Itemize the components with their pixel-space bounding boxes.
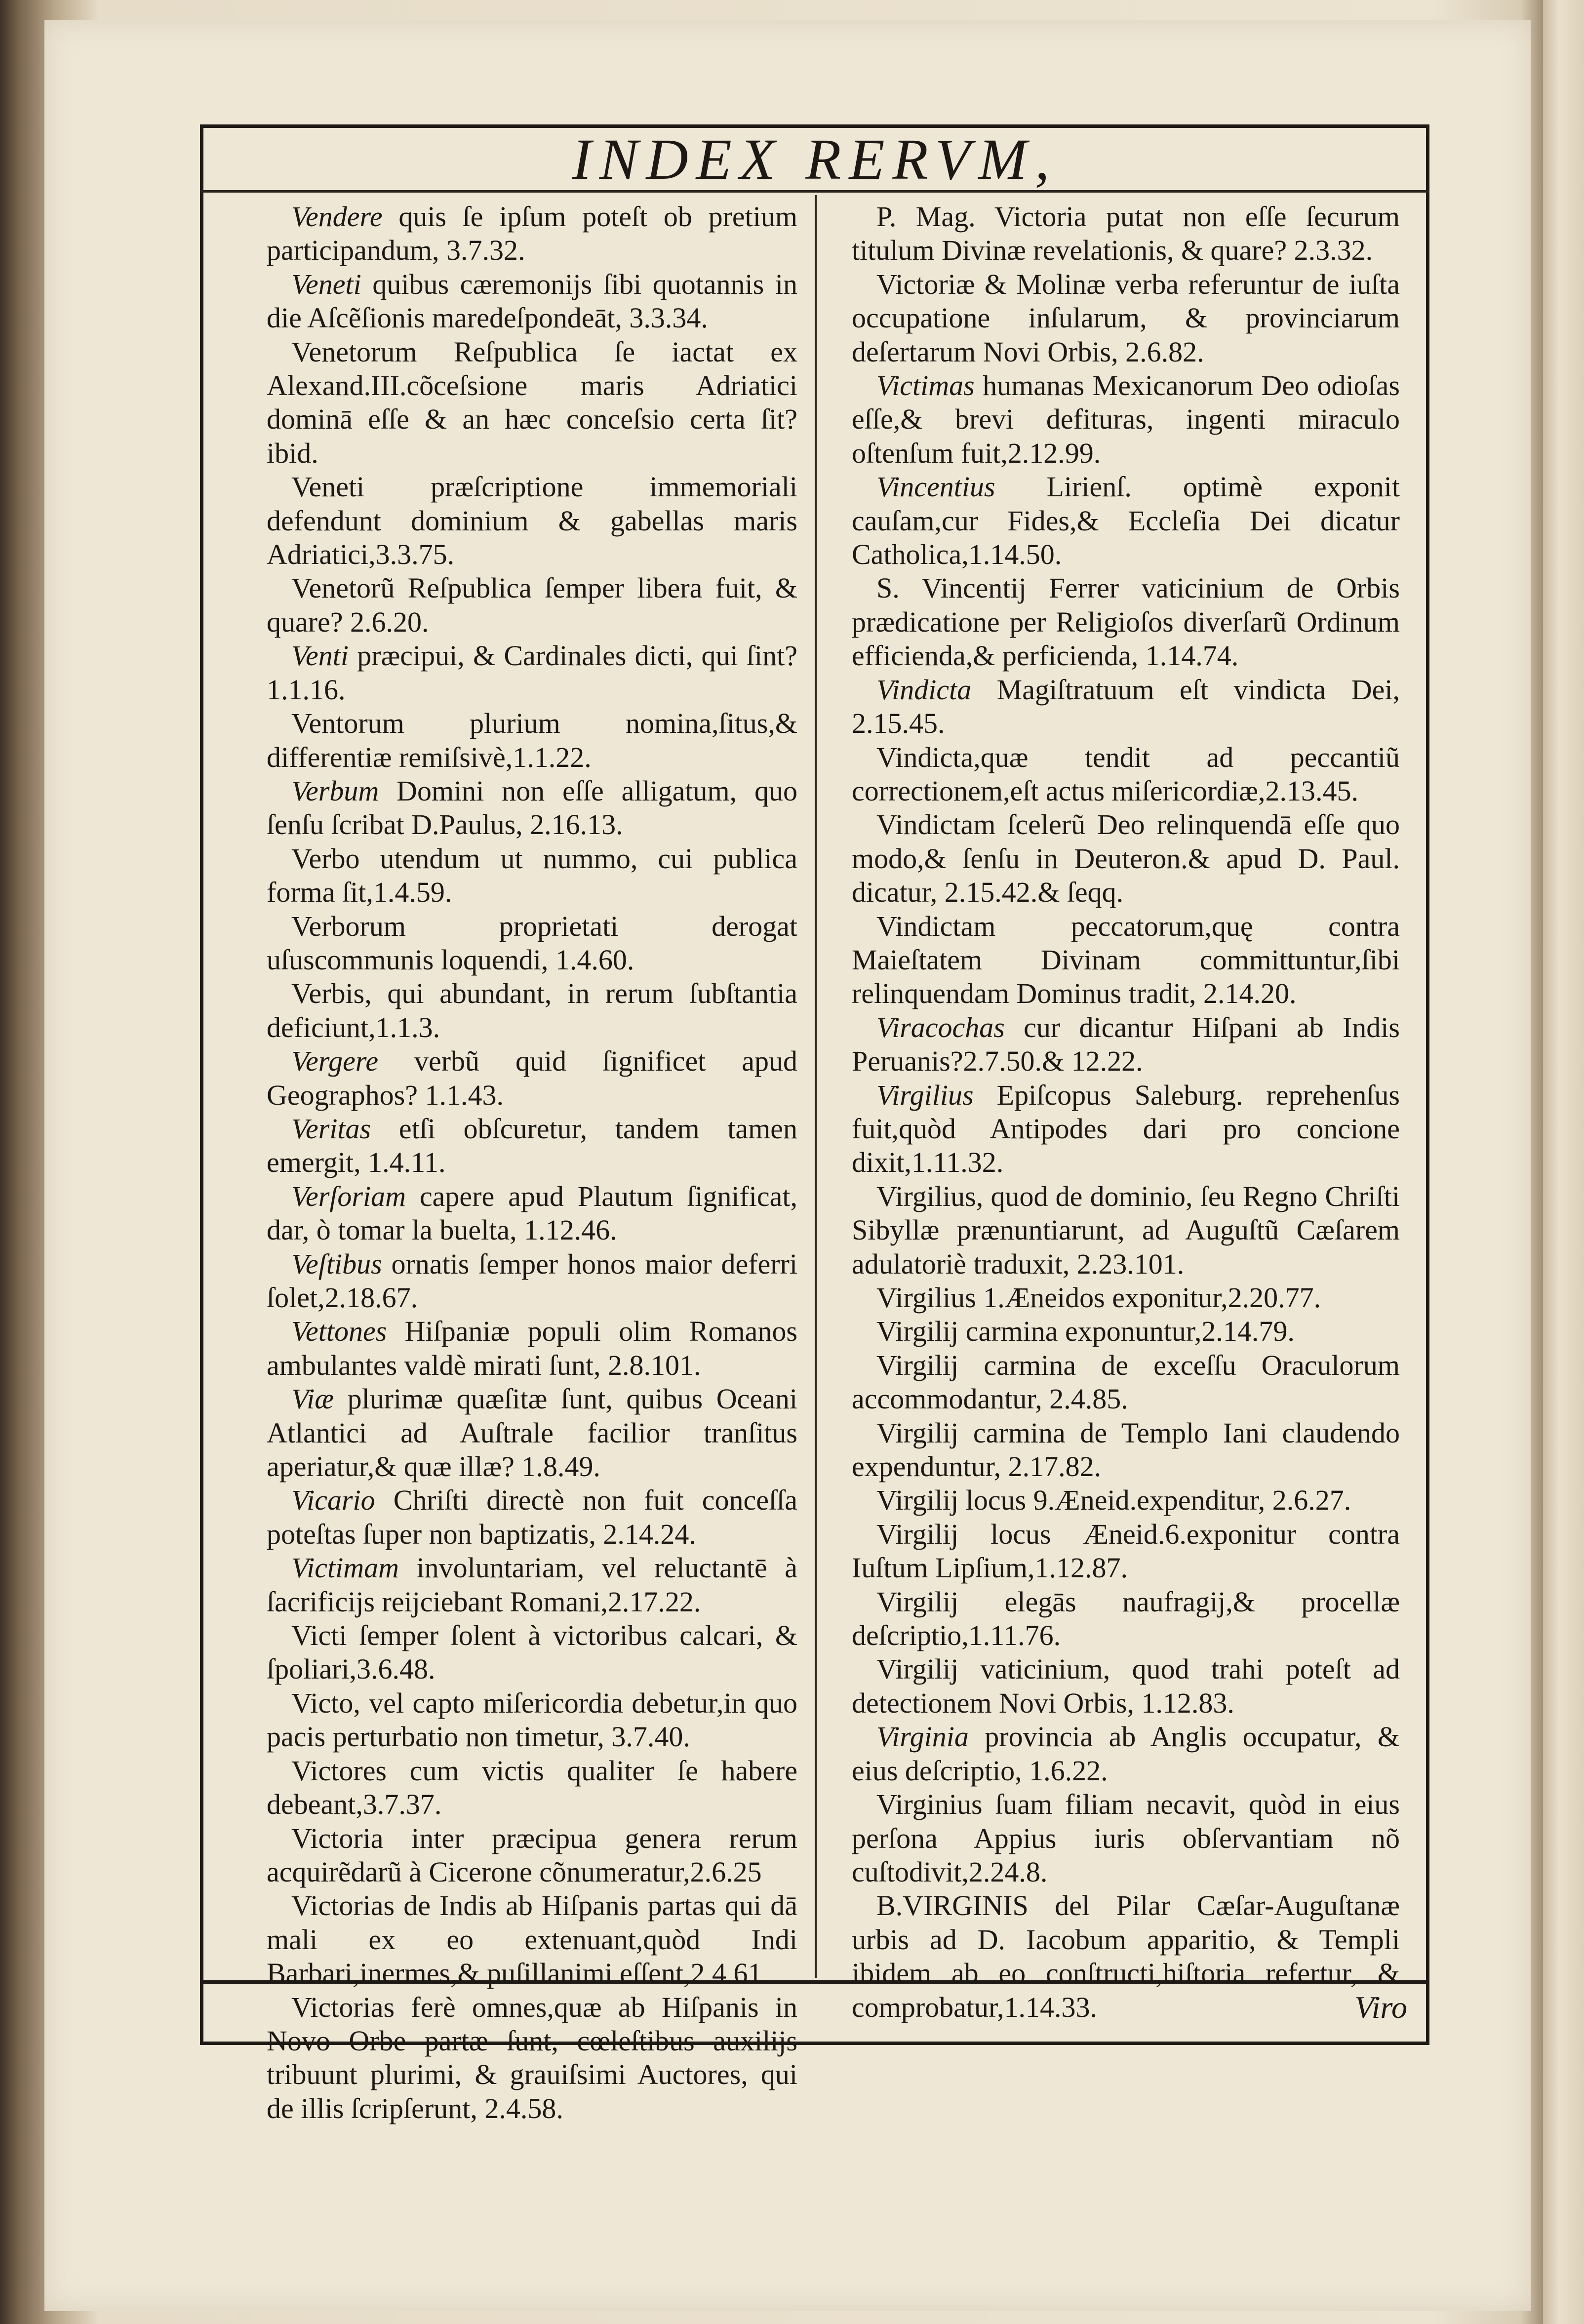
index-entry	[267, 977, 797, 1044]
entry-text: Lirienſ. optimè exponit cauſam,cur Fides,& Eccleſia Dei dicatur Catholica,1.14.50.	[852, 471, 1400, 571]
entry-text: P. Mag. Victoria putat non eſſe ſecurum titulum Divinæ revelationis, & quare? 2.3.32.	[852, 200, 1400, 267]
index-entry	[267, 1889, 797, 1990]
entry-text: Vindictam ſcelerũ Deo relinquendā eſſe quo modo,& ſenſu in Deuteron.& apud D. Paul. dicatur, 2.15.42.& ſeqq.	[852, 808, 1400, 909]
entry-text: Vindicta,quæ tendit ad peccantiũ correctionem,eſt actus miſericordiæ,2.13.45.	[852, 741, 1400, 807]
index-entry	[267, 842, 797, 910]
entry-text: ornatis ſemper honos maior deferri ſolet,2.18.67.	[267, 1247, 797, 1314]
entry-text: Victores cum victis qualiter ſe habere debeant,3.7.37.	[267, 1754, 797, 1821]
entry-text: Verbis, qui abundant, in rerum ſubſtantia deficiunt,1.1.3.	[267, 977, 797, 1043]
index-entry	[852, 1483, 1400, 1517]
index-entry	[852, 1585, 1400, 1653]
entry-text: Virgilij locus 9.Æneid.expenditur, 2.6.27.	[876, 1484, 1351, 1517]
entry-lemma: Verſoriam	[291, 1180, 406, 1212]
index-entry	[852, 1652, 1400, 1720]
entry-text: Ventorum plurium nomina,ſitus,& differentiæ remiſsivè,1.1.22.	[267, 707, 797, 773]
index-entry	[852, 1011, 1400, 1079]
index-entry	[267, 1822, 797, 1889]
entry-text: quibus cæremonijs ſibi quotannis in die Aſcẽſionis maredeſpondeāt, 3.3.34.	[267, 268, 797, 334]
index-entry	[852, 200, 1400, 268]
index-entry	[267, 1619, 797, 1686]
index-entry	[267, 774, 797, 842]
entry-text: Epiſcopus Saleburg. reprehenſus fuit,quòd Antipodes dari pro concione dixit,1.11.32.	[852, 1079, 1400, 1179]
entry-text: Virgilius, quod de dominio, ſeu Regno Chriſti Sibyllæ prænuntiarunt, ad Auguſtũ Cæſarem adulatoriè traduxit, 2.23.101.	[852, 1180, 1400, 1280]
entry-text: Victorias de Indis ab Hiſpanis partas qui dā mali ex eo extenuant,quòd Indi Barbari,inermes,& puſillanimi eſſent,2.4.61.	[267, 1889, 797, 1990]
entry-lemma: Vergere	[291, 1045, 379, 1078]
index-entry	[852, 1788, 1400, 1889]
entry-text: verbũ quid ſignificet apud Geographos? 1.1.43.	[267, 1045, 797, 1111]
entry-text: Veneti præſcriptione immemoriali defendunt dominium & gabellas maris Adriatici,3.3.75.	[267, 471, 797, 571]
index-entry	[267, 639, 797, 707]
entry-text: provincia ab Anglis occupatur, & eius deſcriptio, 1.6.22.	[852, 1721, 1400, 1787]
index-entry	[852, 673, 1400, 741]
index-entry	[267, 335, 797, 471]
entry-text: etſi obſcuretur, tandem tamen emergit, 1.4.11.	[267, 1112, 797, 1179]
index-entry	[267, 707, 797, 774]
entry-text: Victorias ferè omnes,quæ ab Hiſpanis in Novo Orbe partæ ſunt, cœleſtibus auxilijs tribuunt plurimi, & grauiſsimi Auctores, qui de illis ſcripſerunt, 2.4.58.	[267, 1991, 797, 2124]
index-entry	[852, 470, 1400, 571]
entry-text: plurimæ quæſitæ ſunt, quibus Oceani Atlantici ad Auſtrale facilior tranſitus aperiatur,& quæ illæ? 1.8.49.	[267, 1383, 797, 1483]
index-entry	[267, 200, 797, 268]
entry-text: Domini non eſſe alligatum, quo ſenſu ſcribat D.Paulus, 2.16.13.	[267, 774, 797, 841]
index-entry	[267, 1247, 797, 1315]
entry-text: humanas Mexicanorum Deo odioſas eſſe,& brevi defituras, ingenti miraculo oſtenſum fuit,2.12.99.	[852, 369, 1400, 469]
index-entry	[267, 1315, 797, 1382]
entry-text: Victoria inter præcipua genera rerum acquirẽdarũ à Cicerone cõnumeratur,2.6.25	[267, 1822, 797, 1888]
index-entry	[852, 1281, 1400, 1315]
index-entry	[267, 1112, 797, 1180]
index-entry	[267, 1180, 797, 1247]
index-entry	[267, 1991, 797, 2126]
entry-lemma: Victimam	[291, 1552, 399, 1584]
left-column	[267, 200, 797, 2124]
entry-lemma: Viracochas	[876, 1011, 1005, 1043]
entry-lemma: Vincentius	[876, 471, 995, 503]
entry-text: Vindictam peccatorum,quę contra Maieſtatem Divinam committuntur,ſibi relinquendam Dominus tradit, 2.14.20.	[852, 910, 1400, 1010]
entry-text: Chriſti directè non fuit conceſſa poteſtas ſuper non baptizatis, 2.14.24.	[267, 1484, 797, 1550]
index-entry	[852, 741, 1400, 808]
entry-text: Hiſpaniæ populi olim Romanos ambulantes valdè mirati ſunt, 2.8.101.	[267, 1315, 797, 1381]
index-entry	[852, 268, 1400, 369]
entry-text: Virgilij locus Æneid.6.exponitur contra Iuſtum Lipſium,1.12.87.	[852, 1518, 1400, 1584]
entry-text: Venetorũ Reſpublica ſemper libera fuit, & quare? 2.6.20.	[267, 572, 797, 638]
entry-text: Victoriæ & Molinæ verba referuntur de iuſta occupatione inſularum, & provinciarum deſertarum Novi Orbis, 2.6.82.	[852, 268, 1400, 368]
entry-text: Virgilij vaticinium, quod trahi poteſt ad detectionem Novi Orbis, 1.12.83.	[852, 1653, 1400, 1719]
index-entry	[267, 571, 797, 639]
entry-text: Victo, vel capto miſericordia debetur,in quo pacis perturbatio non timetur, 3.7.40.	[267, 1686, 797, 1753]
index-entry	[267, 910, 797, 977]
entry-lemma: Viæ	[291, 1383, 334, 1415]
index-entry	[852, 1315, 1400, 1348]
index-entry	[267, 1551, 797, 1619]
entry-text: S. Vincentij Ferrer vaticinium de Orbis prædicatione per Religioſos diverſarũ Ordinum efficienda,& perficienda, 1.14.74.	[852, 572, 1400, 672]
index-entry	[267, 1382, 797, 1483]
entry-text: Verborum proprietati derogat uſuscommunis loquendi, 1.4.60.	[267, 910, 797, 976]
entry-text: Venetorum Reſpublica ſe iactat ex Alexand.III.cõceſsione maris Adriatici dominā eſſe & an hæc conceſsio certa ſit? ibid.	[267, 335, 797, 469]
entry-text: Virginius ſuam filiam necavit, quòd in eius perſona Appius iuris obſervantiam nõ cuſtodivit,2.24.8.	[852, 1788, 1400, 1888]
entry-lemma: Vettones	[291, 1315, 387, 1348]
entry-lemma: Verbum	[291, 774, 379, 807]
index-entry	[852, 910, 1400, 1011]
entry-text: Virgilius 1.Æneidos exponitur,2.20.77.	[876, 1282, 1321, 1314]
entry-text: Magiſtratuum eſt vindicta Dei, 2.15.45.	[852, 673, 1400, 740]
catchword: Viro	[1354, 1990, 1407, 2025]
entry-text: Victi ſemper ſolent à victoribus calcari, & ſpoliari,3.6.48.	[267, 1619, 797, 1685]
entry-lemma: Vindicta	[876, 673, 972, 706]
entry-text: cur dicantur Hiſpani ab Indis Peruanis?2.7.50.& 12.22.	[852, 1011, 1400, 1078]
entry-lemma: Veritas	[291, 1112, 371, 1145]
index-entry	[267, 1754, 797, 1822]
index-entry	[267, 268, 797, 335]
index-entry	[852, 1518, 1400, 1585]
entry-lemma: Vicario	[291, 1484, 375, 1517]
entry-text: B.VIRGINIS del Pilar Cæſar-Auguſtanæ urbis ad D. Iacobum apparitio, & Templi ibidem ab eo conſtructi,hiſtoria refertur, & comprobatur,1.14.33.	[852, 1889, 1400, 2023]
entry-text: præcipui, & Cardinales dicti, qui ſint? 1.1.16.	[267, 640, 797, 706]
index-entry	[852, 1720, 1400, 1788]
entry-text: Virgilij carmina exponuntur,2.14.79.	[876, 1315, 1295, 1348]
entry-lemma: Vendere	[291, 200, 383, 233]
entry-text: Virgilij elegās naufragij,& procellæ deſcriptio,1.11.76.	[852, 1585, 1400, 1652]
entry-lemma: Victimas	[876, 369, 975, 402]
entry-text: involuntariam, vel reluctantē à ſacrificijs reijciebant Romani,2.17.22.	[267, 1552, 797, 1618]
index-entry	[267, 1686, 797, 1754]
index-entry	[267, 470, 797, 571]
index-entry	[852, 369, 1400, 470]
index-entry	[852, 1180, 1400, 1281]
index-entry	[852, 1349, 1400, 1416]
entry-text: Verbo utendum ut nummo, cui publica forma ſit,1.4.59.	[267, 842, 797, 909]
entry-lemma: Virgilius	[876, 1079, 974, 1111]
index-entry	[267, 1044, 797, 1112]
entry-text: quis ſe ipſum poteſt ob pretium participandum, 3.7.32.	[267, 200, 797, 267]
entry-text: Virgilij carmina de Templo Iani claudendo expenduntur, 2.17.82.	[852, 1416, 1400, 1483]
entry-lemma: Virginia	[876, 1721, 969, 1753]
index-entry	[852, 808, 1400, 909]
column-divider	[815, 195, 817, 1978]
entry-text: capere apud Plautum ſignificat, dar, ò tomar la buelta, 1.12.46.	[267, 1180, 797, 1246]
entry-lemma: Venti	[291, 640, 349, 672]
next-page-edge	[1543, 0, 1584, 2324]
entry-lemma: Veſtibus	[291, 1247, 382, 1280]
index-entry	[267, 1483, 797, 1551]
page-title: INDEX RERVM,	[572, 127, 1058, 192]
entry-text: Virgilij carmina de exceſſu Oraculorum accommodantur, 2.4.85.	[852, 1349, 1400, 1415]
entry-lemma: Veneti	[291, 268, 361, 300]
index-entry	[852, 1416, 1400, 1484]
index-entry	[852, 1079, 1400, 1180]
index-entry	[852, 571, 1400, 673]
